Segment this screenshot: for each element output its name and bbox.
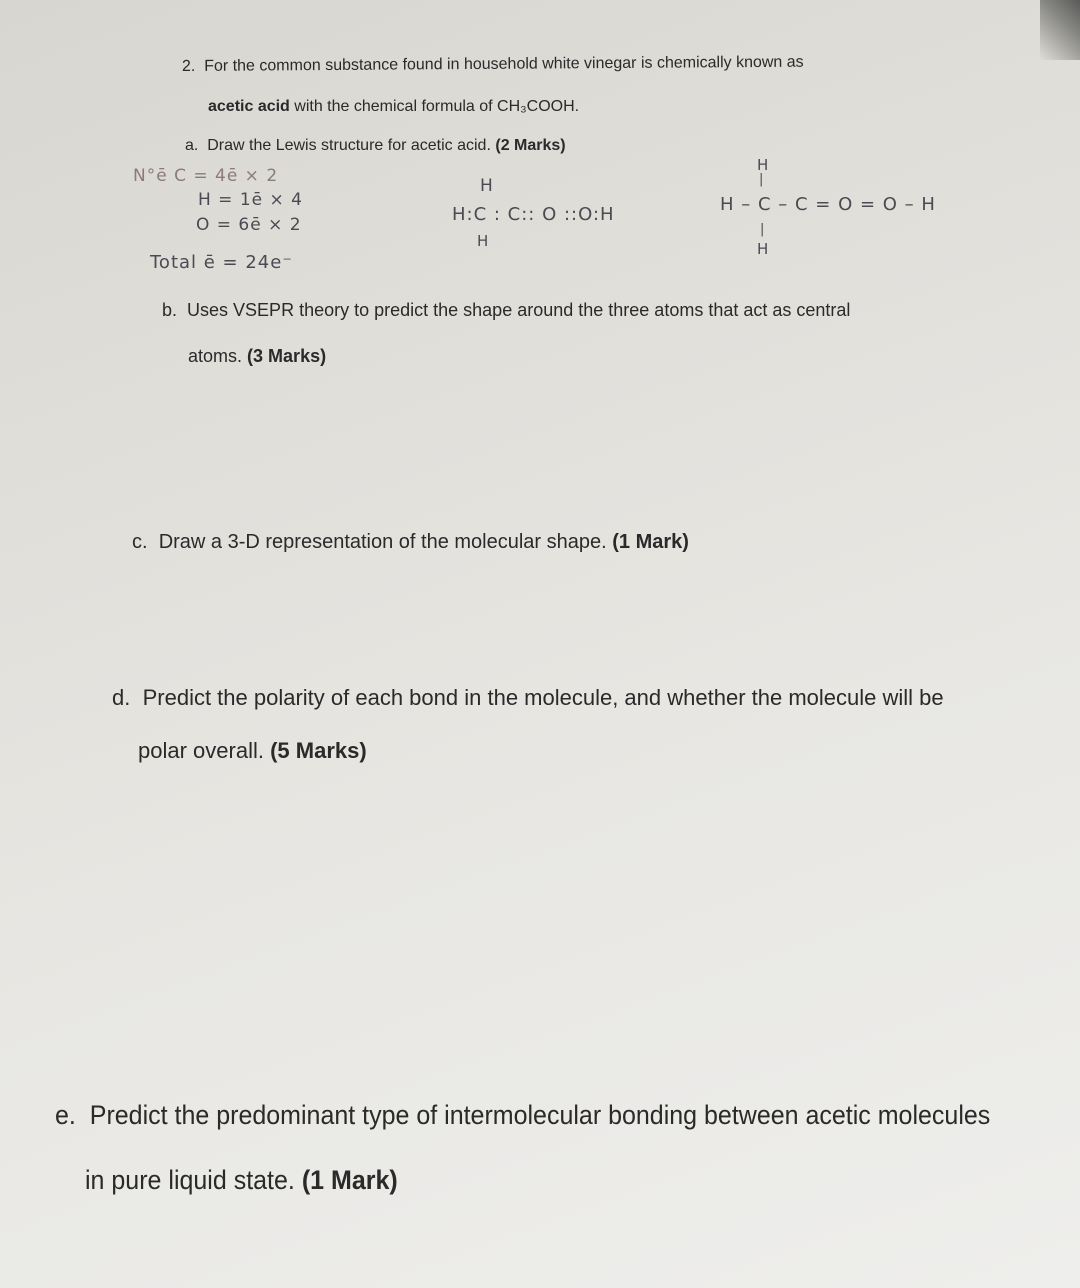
part-a-prompt: [185, 137, 566, 155]
lewis-dot-top-h: H: [480, 176, 494, 196]
part-d-label: d.: [112, 685, 131, 710]
lewis-dot-structure: H:C : C:: O ::O:H: [452, 204, 615, 225]
question-number: 2.: [181, 57, 196, 75]
part-d-text-2: polar overall.: [138, 738, 264, 763]
question-2-intro-line1: [182, 54, 804, 76]
part-a-marks: (2 Marks): [495, 137, 566, 154]
part-b-marks: (3 Marks): [247, 346, 327, 366]
part-e-prompt-line1: [55, 1100, 990, 1131]
part-e-prompt-line2: [85, 1165, 398, 1196]
structural-bottom-h: H: [757, 240, 770, 258]
structural-top-h: H: [757, 156, 770, 174]
part-e-label: e.: [55, 1100, 76, 1131]
acetic-acid-bold: acetic acid: [208, 98, 290, 115]
part-b-text: Uses VSEPR theory to predict the shape around the three atoms that act as central: [187, 300, 851, 320]
formula-text: with the chemical formula of CH₃COOH.: [289, 98, 580, 115]
part-b-label: b.: [162, 300, 178, 320]
part-d-prompt-line1: [112, 685, 944, 711]
question-intro-text: For the common substance found in household white vinegar is chemically known as: [204, 53, 804, 75]
part-e-text: Predict the predominant type of intermolecular bonding between acetic molecules: [89, 1100, 991, 1131]
electron-count-line3: O = 6ē × 2: [196, 215, 302, 235]
structural-bottom-bond: |: [760, 222, 766, 237]
part-d-prompt-line2: [138, 738, 367, 764]
lewis-dot-bottom-h: H: [477, 232, 490, 250]
electron-total: Total ē = 24e⁻: [150, 252, 293, 273]
part-c-text: Draw a 3-D representation of the molecular shape.: [158, 531, 607, 553]
part-e-marks: (1 Mark): [301, 1165, 398, 1196]
part-c-marks: (1 Mark): [612, 531, 689, 553]
part-d-text: Predict the polarity of each bond in the molecule, and whether the molecule will be: [142, 685, 944, 710]
part-a-label: a.: [185, 137, 199, 154]
part-e-text-2: in pure liquid state.: [85, 1165, 295, 1196]
electron-count-line2: H = 1ē × 4: [198, 190, 303, 210]
part-b-prompt-line2: [188, 346, 326, 367]
part-b-prompt-line1: [162, 300, 850, 321]
part-a-text: Draw the Lewis structure for acetic acid.: [207, 137, 491, 154]
electron-count-line1: N°ē C = 4ē × 2: [133, 166, 279, 186]
page-corner-shadow: [1040, 0, 1080, 60]
part-d-marks: (5 Marks): [270, 738, 367, 763]
part-b-text-2: atoms.: [188, 346, 243, 366]
question-2-intro-line2: [208, 98, 579, 116]
structural-formula: H – C – C = O = O – H: [720, 194, 936, 215]
part-c-label: c.: [132, 531, 148, 553]
structural-top-bond: |: [759, 172, 765, 187]
part-c-prompt: [132, 531, 689, 554]
